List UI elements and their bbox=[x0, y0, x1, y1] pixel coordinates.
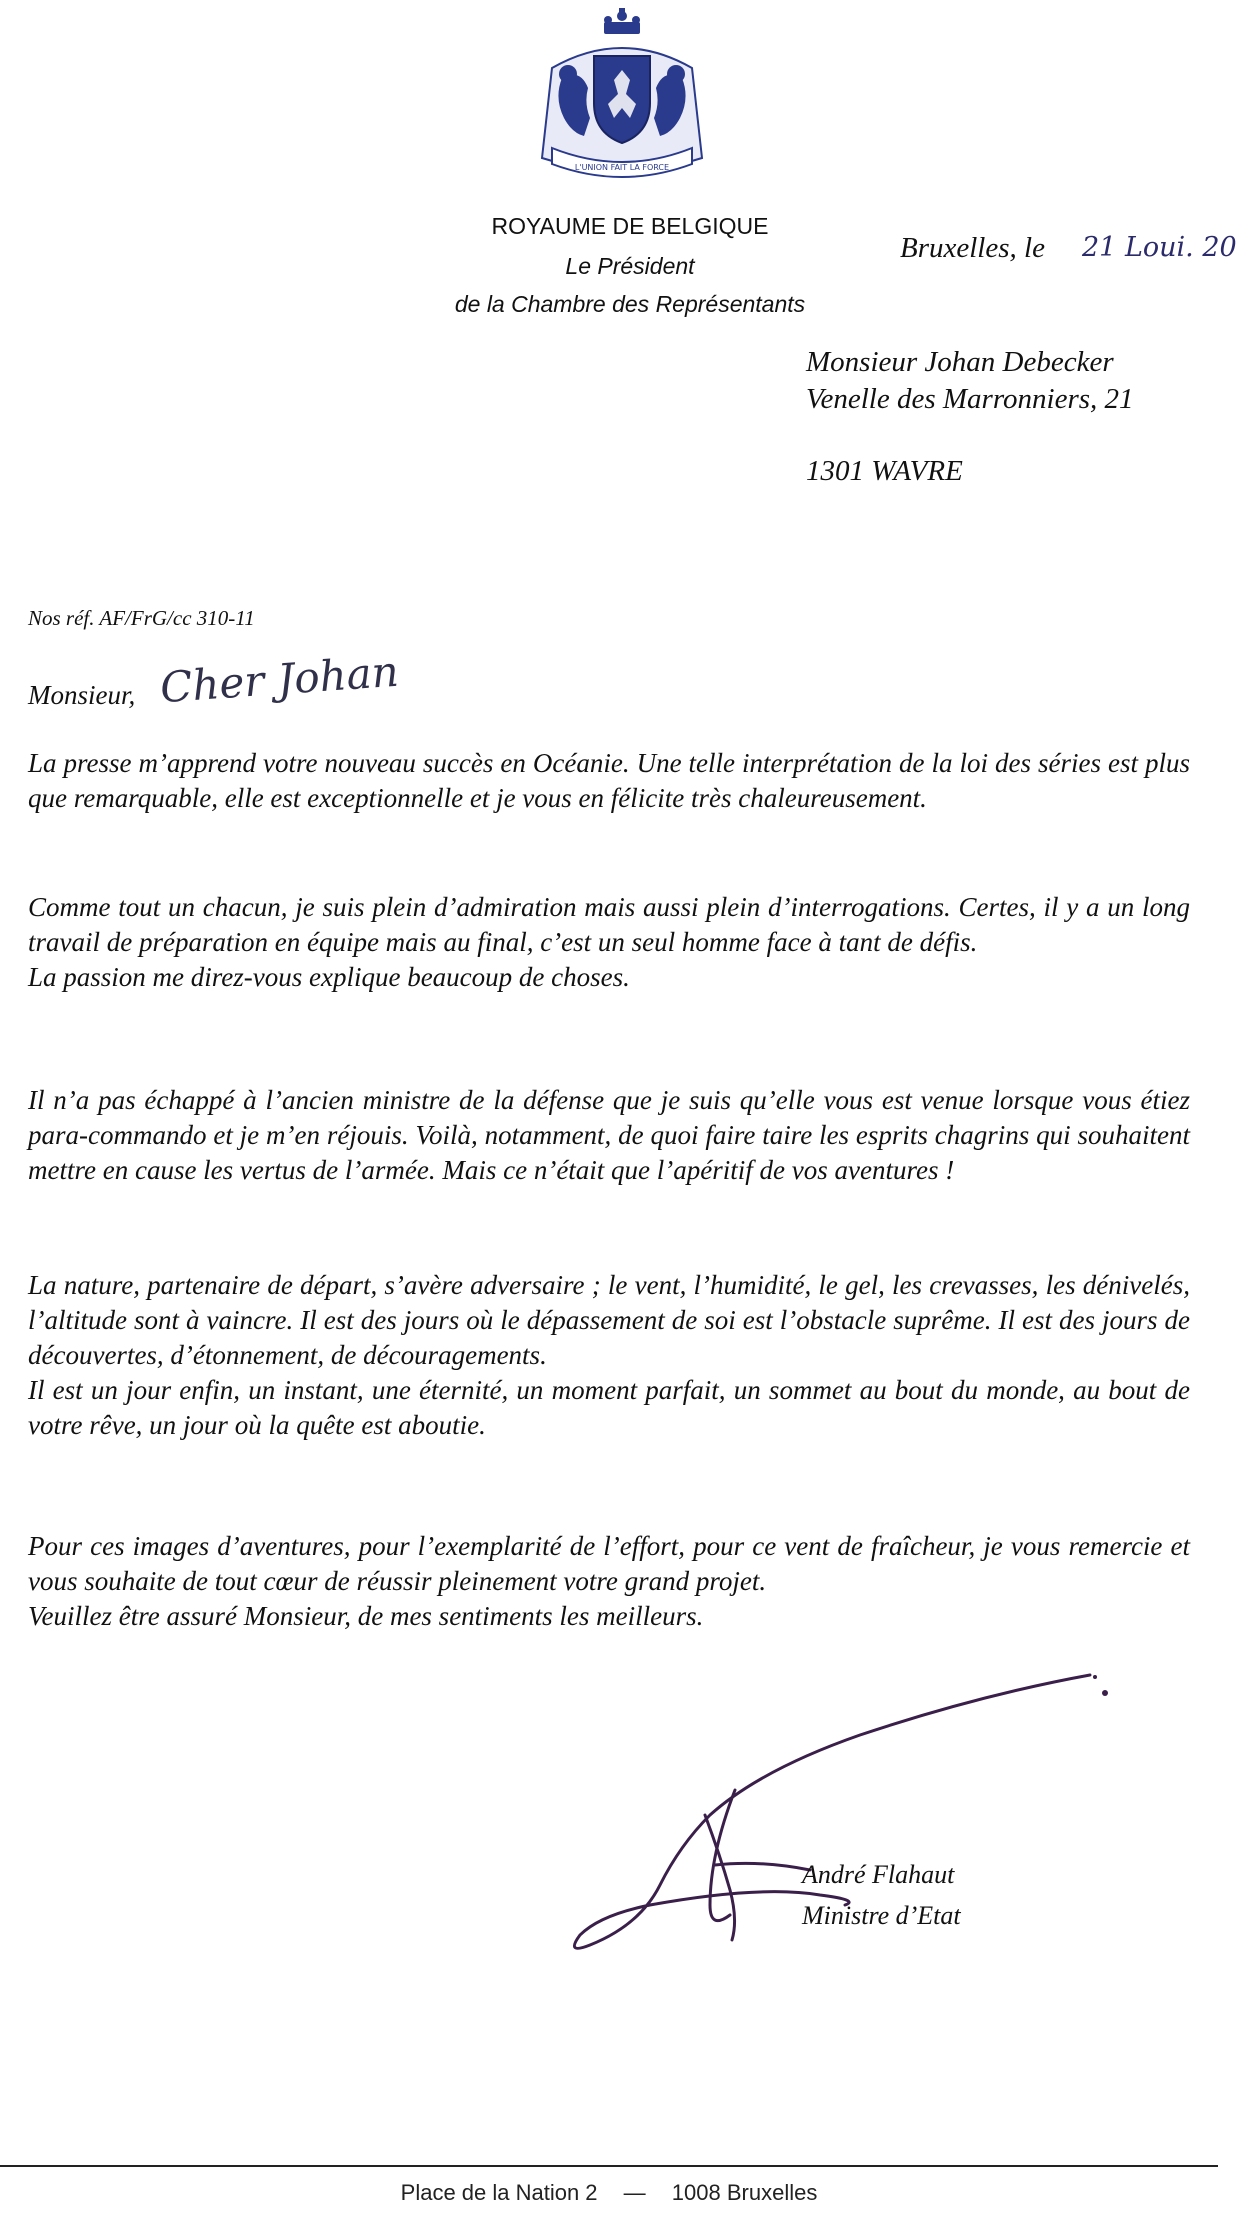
date-handwritten: 21 Loui. 20 bbox=[1082, 232, 1237, 263]
footer-divider bbox=[0, 2165, 1218, 2167]
letterhead-president: Le Président bbox=[565, 253, 695, 279]
recipient-name: Monsieur Johan Debecker bbox=[806, 346, 1114, 378]
footer-city: 1008 Bruxelles bbox=[671, 2180, 818, 2205]
date-place: Bruxelles, le bbox=[900, 232, 1045, 264]
handwritten-greeting: Cher Johan bbox=[158, 646, 401, 713]
paragraph-text: Il est un jour enfin, un instant, une éternité, un moment parfait, un sommet au bout du monde, au bout de votre rêve, un jour où la quête est aboutie. bbox=[28, 1375, 1190, 1440]
salutation: Monsieur, bbox=[28, 680, 136, 710]
footer-address bbox=[0, 2180, 1218, 2206]
footer-separator: — bbox=[623, 2180, 646, 2205]
crest-motto: L'UNION FAIT LA FORCE bbox=[574, 163, 670, 172]
body-paragraph bbox=[28, 1529, 1190, 1634]
footer-street: Place de la Nation 2 bbox=[400, 2180, 598, 2205]
paragraph-text: La presse m’apprend votre nouveau succès en Océanie. Une telle interprétation de la loi des séries est plus que remarquable, elle est exceptionnelle et je vous en félicite très chaleureusement. bbox=[28, 748, 1190, 813]
letterhead-kingdom: ROYAUME DE BELGIQUE bbox=[491, 213, 769, 239]
recipient-city: 1301 WAVRE bbox=[806, 455, 963, 487]
letterhead-chamber: de la Chambre des Représentants bbox=[454, 291, 806, 317]
paragraph-text: Comme tout un chacun, je suis plein d’admiration mais aussi plein d’interrogations. Certes, il y a un long travail de préparation en équipe mais au final, c’est un seul homme face à tant de défis. bbox=[28, 892, 1190, 957]
body-paragraph bbox=[28, 1268, 1190, 1443]
body-paragraph bbox=[28, 746, 1190, 816]
handwritten-signature bbox=[560, 1655, 1200, 1985]
signatory-name: André Flahaut bbox=[802, 1860, 955, 1889]
signatory-title: Ministre d’Etat bbox=[802, 1901, 961, 1930]
recipient-street: Venelle des Marronniers, 21 bbox=[806, 383, 1134, 415]
body-paragraph bbox=[28, 890, 1190, 995]
paragraph-text: Il n’a pas échappé à l’ancien ministre de la défense que je suis qu’elle vous est venue lorsque vous étiez para-commando et je m’en réjouis. Voilà, notamment, de quoi faire taire les esprits chagrins qui souhaitent mettre en cause les vertus de l’armée. Mais ce n’était que l’apéritif de vos aventures ! bbox=[28, 1085, 1190, 1185]
body-paragraph bbox=[28, 1083, 1190, 1188]
paragraph-text: Pour ces images d’aventures, pour l’exemplarité de l’effort, pour ce vent de fraîcheur, je vous remercie et vous souhaite de tout cœur de réussir pleinement votre grand projet. bbox=[28, 1531, 1190, 1596]
reference-number: Nos réf. AF/FrG/cc 310-11 bbox=[28, 606, 255, 630]
paragraph-text: Veuillez être assuré Monsieur, de mes sentiments les meilleurs. bbox=[28, 1601, 704, 1631]
paragraph-text: La passion me direz-vous explique beaucoup de choses. bbox=[28, 962, 630, 992]
coat-of-arms-logo bbox=[532, 8, 712, 188]
paragraph-text: La nature, partenaire de départ, s’avère adversaire ; le vent, l’humidité, le gel, les crevasses, les dénivelés, l’altitude sont à vaincre. Il est des jours où le dépassement de soi est l’obstacle suprême. Il est des jours de découvertes, d’étonnement, de découragements. bbox=[28, 1270, 1190, 1370]
